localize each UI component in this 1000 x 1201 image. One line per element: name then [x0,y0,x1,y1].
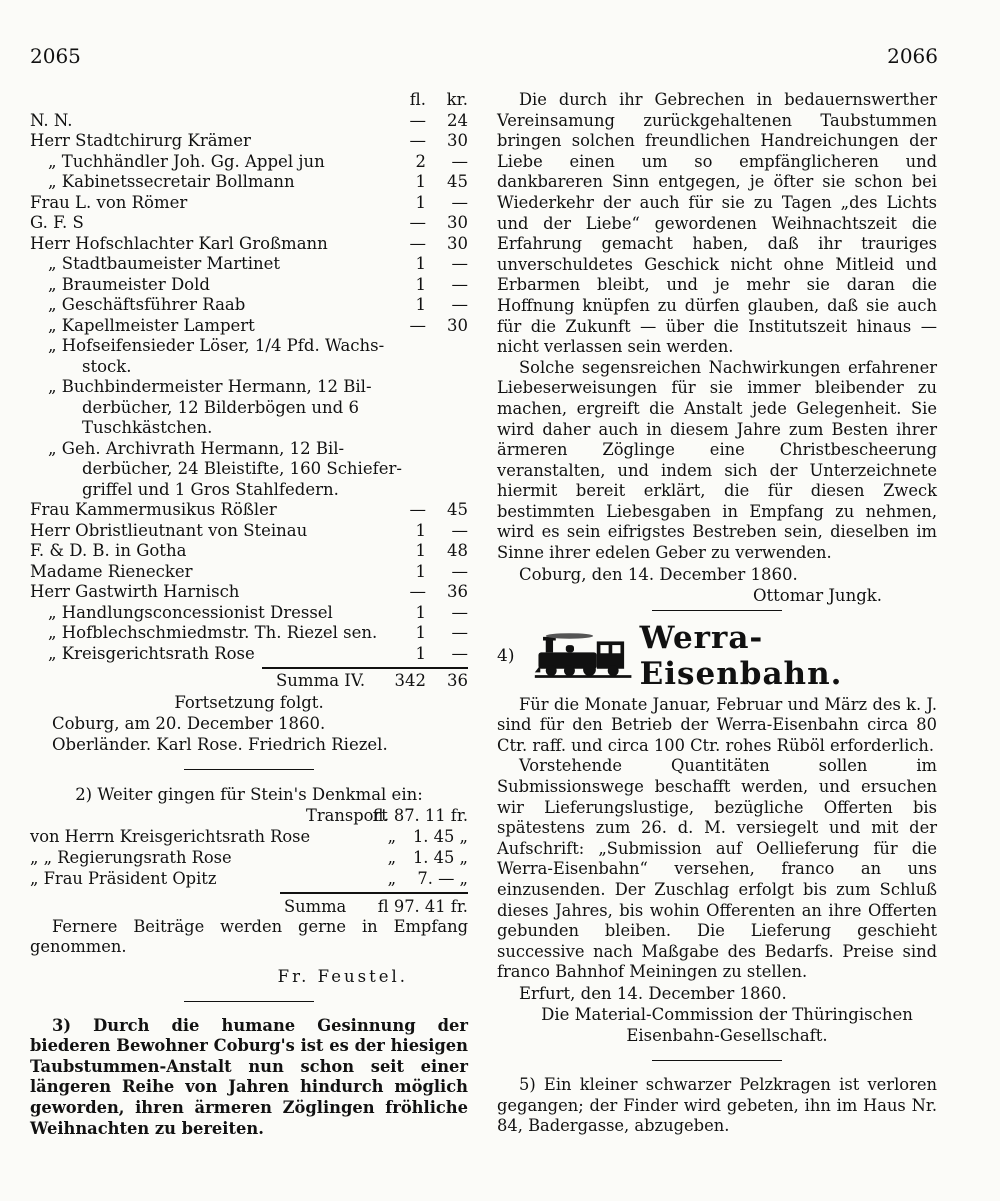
donor-name: „ Buchbindermeister Hermann, 12 Bil- [48,377,372,396]
stein-ditto-mark: „ [387,847,396,867]
date-line: Coburg, am 20. December 1860. [52,713,326,733]
donor-fl: — [409,110,426,130]
donor-fl: 1 [415,602,426,622]
donor-kr: 48 [447,541,468,560]
werra-para-1: Für die Monate Januar, Februar und März des k. J. sind für den Betrieb der Werra-Eisenbahn circa 80 Ctr. raff. und circa 100 Ctr. rohes Rüböl erforderlich. [497,694,937,755]
donor-name: griffel und 1 Gros Stahlfedern. [82,479,339,499]
werra-para-2: Vorstehende Quantitäten sollen im Submissionswege beschafft werden, und ersuchen wir Lieferungslustige, bezügliche Offerten bis spätestens zum 26. d. M. versiegelt und mit der Aufschrift: „Submission auf Oellieferung für die Werra-Eisenbahn“ versehen, franco an uns einzusenden. Der Zuschlag erfolgt bis zum Schluß dieses Jahres, bis wohin Offerenten an ihre Offerten gebunden bleiben. Die Lieferung geschieht successive nach Maßgabe des Bedarfs. Preise sind franco Bahnhof Meiningen zu stellen. [497,756,937,982]
donor-name: F. & D. B. in Gotha [30,541,187,560]
section-divider-2 [184,1001,314,1002]
werra-title: Werra-Eisenbahn. [639,619,843,692]
stein-ditto-mark: „ [387,868,396,888]
donor-row [30,172,468,193]
donor-fl: 1 [415,643,426,663]
donor-row [30,336,468,357]
donor-kr: — [451,274,468,294]
section-divider [184,769,314,770]
erfurt-date: Erfurt, den 14. December 1860. [519,983,787,1003]
donor-kr: 30 [447,131,468,150]
donor-name: derbücher, 24 Bleistifte, 160 Schiefer- [82,459,402,478]
donor-fl: 1 [415,295,426,314]
donor-name: Madame Rienecker [30,561,193,581]
continuation-note: Fortsetzung folgt. [174,692,324,712]
donor-fl: — [409,233,426,253]
sum-rule [262,667,468,669]
donor-kr: — [451,623,468,642]
donor-kr: — [451,602,468,622]
donor-row [30,459,468,480]
donor-row [30,398,468,419]
donor-name: N. N. [30,110,73,130]
donor-row [30,152,468,173]
donor-fl: 1 [415,172,426,191]
section-divider-4 [652,1060,782,1061]
deaf-institute-para-1: Die durch ihr Gebrechen in bedauernswerther Vereinsamung zurückgehaltenen Taubstummen bringen solchen freundlichen Handreichungen der Liebe einen um so empfänglicheren und dankbareren Sinn entgegen, je öfter sie schon bei Wiederkehr der auch für sie zu Tagen „des Lichts und der Liebe“ gewordenen Weihnachtszeit die Erfahrung gemacht haben, daß ihr trauriges unverschuldetes Geschick nicht ohne Mitleid und Erbarmen bleibt, und je mehr sie daran die Hoffnung knüpfen zu dürfen glauben, daß sie auch für die Zukunft — über die Institutszeit hinaus — nicht verlassen sein werden. [497,90,937,357]
donor-row [30,131,468,152]
donor-name: Herr Hofschlachter Karl Großmann [30,233,328,253]
donor-fl: — [409,131,426,150]
donor-row [30,357,468,378]
donor-fl: 2 [415,151,426,171]
donor-fl: — [409,500,426,519]
donor-row [30,295,468,316]
donor-row [30,254,468,275]
donor-kr: 30 [447,315,468,335]
stein-donation-row [30,826,468,847]
stein-summa-label: Summa [284,896,347,916]
transport-label: Transport [306,805,388,825]
donor-name: „ Hofseifensieder Löser, 1/4 Pfd. Wachs- [48,336,385,355]
donor-name: „ Kreisgerichtsrath Rose [48,643,255,663]
donor-row [30,480,468,501]
donor-row [30,439,468,460]
stein-donations [30,826,468,889]
donor-fl: 1 [415,541,426,560]
donor-kr: — [451,192,468,212]
donor-kr: — [451,254,468,273]
stein-donor-amount: 7. — „ [417,868,468,888]
kr-column-header: kr. [446,90,468,109]
stein-ditto-mark: „ [387,826,396,846]
left-column [30,90,468,1139]
donor-row [30,562,468,583]
deaf-institute-para-2: Solche segensreichen Nachwirkungen erfahrener Liebeserweisungen für sie immer bleibender zu machen, ergreift die Anstalt jede Gelegenheit. Sie wird daher auch in diesem Jahre zum Besten ihrer ärmeren Zöglinge eine Christbescheerung veranstalten, und indem sich der Unterzeichnete hiermit bereit erklärt, die für diesen Zweck bestimmten Liebesgaben in Empfang zu nehmen, wird es sein eifrigstes Bestreben sein, dieselben im Sinne ihrer edelen Geber zu verwenden. [497,357,937,563]
donor-kr: 30 [447,233,468,253]
donor-kr: 30 [447,213,468,232]
stein-donor-name: „ Frau Präsident Opitz [30,868,217,888]
donor-fl: 1 [415,623,426,642]
summa-row [30,671,468,692]
donor-name: „ Handlungsconcessionist Dressel [48,602,333,622]
donor-row [30,603,468,624]
donor-row [30,275,468,296]
commission-signature: Die Material-Commission der Thüringischen Eisenbahn-Gesellschaft. [541,1004,913,1045]
right-column [497,90,937,1137]
donor-fl: 1 [415,274,426,294]
stein-donor-amount: 1. 45 „ [412,826,468,846]
donor-kr: 45 [447,172,468,191]
donor-list-header [30,90,468,111]
donor-name: Tuschkästchen. [82,418,213,437]
donor-fl: 1 [415,192,426,212]
donor-fl: 1 [415,561,426,581]
donor-row [30,521,468,542]
section-2-heading: 2) Weiter gingen für Stein's Denkmal ein: [75,784,423,804]
donor-name: Herr Stadtchirurg Krämer [30,131,251,150]
coburg-date: Coburg, den 14. December 1860. [519,564,798,584]
donor-name: „ Hofblechschmiedmstr. Th. Riezel sen. [48,623,378,642]
jungk-signature: Ottomar Jungk. [752,585,882,605]
donor-row [30,213,468,234]
donor-kr: — [451,561,468,581]
donor-fl: — [409,582,426,601]
page-number-left: 2065 [30,44,81,68]
donor-list [30,111,468,665]
donor-row [30,111,468,132]
section-3-text: 3) Durch die humane Gesinnung der biederen Bewohner Coburg's ist es der hiesigen Taubstummen-Anstalt nun schon seit einer längeren Reihe von Jahren hindurch möglich geworden, ihren ärmeren Zöglingen fröhliche Weihnachten zu bereiten. [30,1015,468,1138]
donor-name: Frau L. von Römer [30,192,188,212]
werra-heading [497,619,937,692]
donor-kr: 24 [447,110,468,130]
donor-fl: 1 [415,520,426,540]
section-5-text: 5) Ein kleiner schwarzer Pelzkragen ist verloren gegangen; der Finder wird gebeten, ihn im Haus Nr. 84, Badergasse, abzugeben. [497,1074,937,1136]
donor-kr: — [451,520,468,540]
donor-row [30,234,468,255]
donor-row [30,377,468,398]
fl-column-header: fl. [409,90,426,109]
stein-donor-name: von Herrn Kreisgerichtsrath Rose [30,826,311,846]
transport-amount: fl. 87. 11 fr. [372,805,468,825]
summa-label: Summa IV. [276,671,366,690]
donor-row [30,500,468,521]
donor-row [30,316,468,337]
sum-rule-2 [280,892,468,894]
stein-donor-amount: 1. 45 „ [412,847,468,867]
donor-name: „ Kabinetssecretair Bollmann [48,172,295,191]
donor-name: Frau Kammermusikus Rößler [30,500,277,519]
donor-row [30,623,468,644]
summa-fl: 342 [394,671,426,690]
donor-name: „ Tuchhändler Joh. Gg. Appel jun [48,151,325,171]
donor-row [30,418,468,439]
section-divider-3 [652,610,782,611]
donor-name: „ Geschäftsführer Raab [48,295,246,314]
donor-kr: 45 [447,500,468,519]
donor-name: „ Stadtbaumeister Martinet [48,254,281,273]
donor-name: „ Kapellmeister Lampert [48,315,255,335]
donor-row [30,582,468,603]
donor-name: „ Geh. Archivrath Hermann, 12 Bil- [48,438,345,458]
summa-kr: 36 [447,671,468,690]
donor-name: „ Braumeister Dold [48,274,210,294]
stein-summa-amount: fl 97. 41 fr. [377,896,468,916]
contribution-note: Fernere Beiträge werden gerne in Empfang genommen. [30,916,468,957]
donor-kr: — [451,295,468,314]
locomotive-icon [533,630,633,682]
section-4-number: 4) [497,645,515,666]
donor-kr: 36 [447,582,468,601]
donor-name: Herr Obristlieutnant von Steinau [30,520,308,540]
donor-name: G. F. S [30,213,84,232]
donor-row [30,193,468,214]
donor-fl: — [409,315,426,335]
donor-fl: — [409,213,426,232]
donor-row [30,541,468,562]
donor-kr: — [451,151,468,171]
stein-donation-row [30,847,468,868]
donor-fl: 1 [415,254,426,273]
stein-summa-row [30,896,468,917]
transport-row [30,805,468,826]
donor-row [30,644,468,665]
page-number-right: 2066 [887,44,938,68]
signers-line: Oberländer. Karl Rose. Friedrich Riezel. [52,734,388,754]
donor-name: derbücher, 12 Bilderbögen und 6 [82,397,359,417]
feustel-signature: Fr. Feustel. [277,966,408,986]
stein-donor-name: „ „ Regierungsrath Rose [30,847,232,867]
stein-donation-row [30,868,468,889]
donor-kr: — [451,643,468,663]
donor-name: Herr Gastwirth Harnisch [30,582,240,601]
donor-name: stock. [82,356,132,376]
